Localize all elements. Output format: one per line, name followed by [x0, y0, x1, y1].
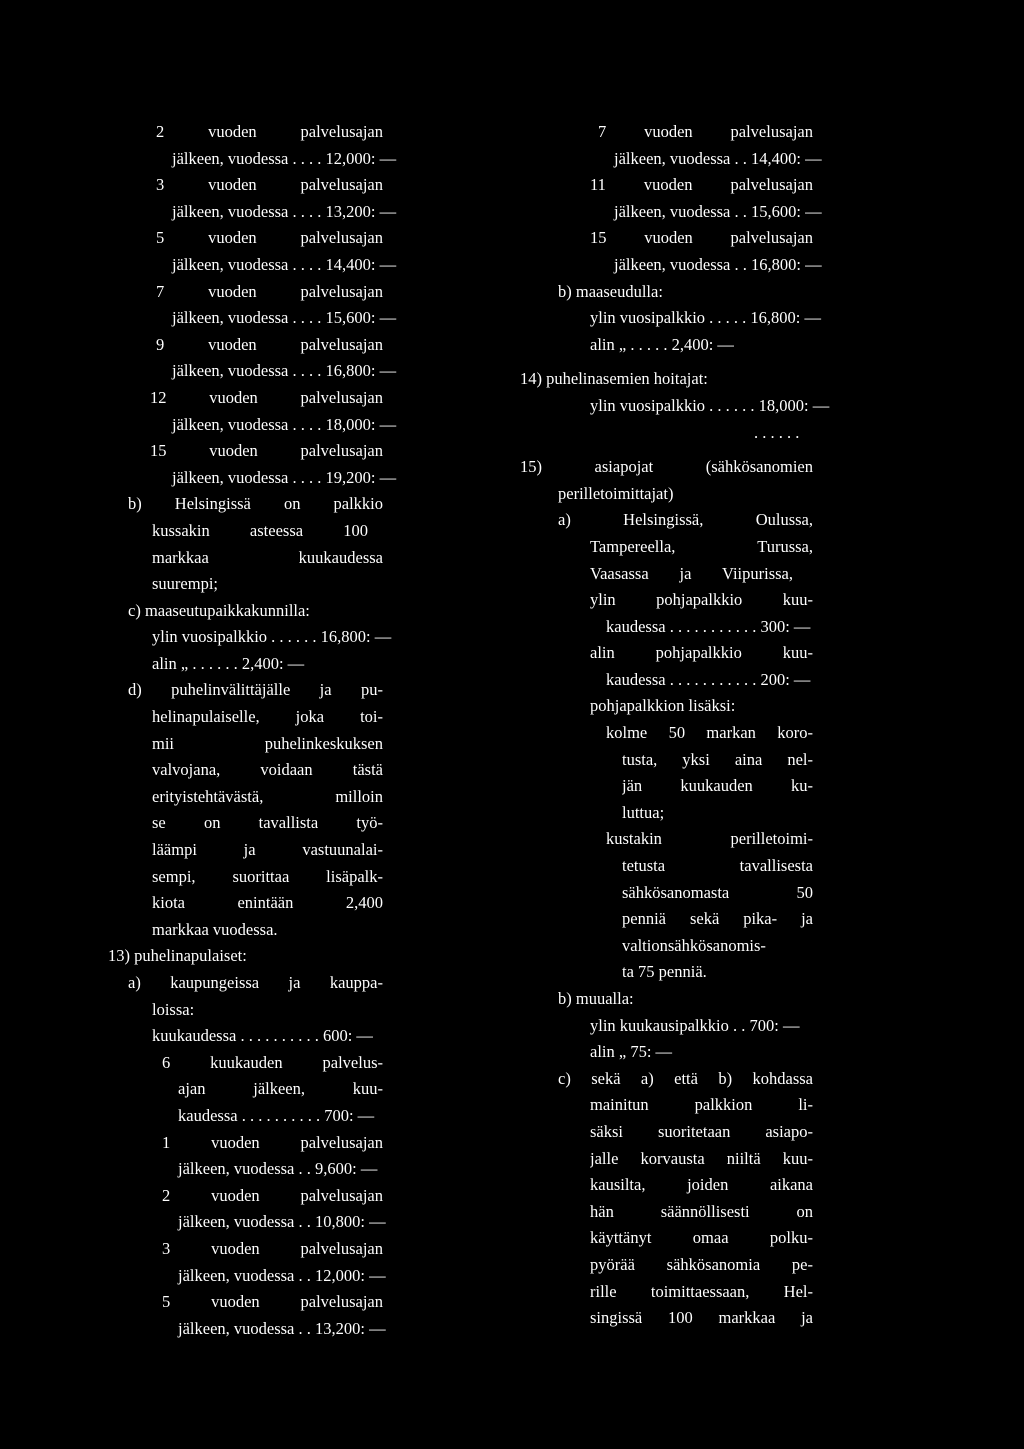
text-line [108, 810, 476, 837]
line-text: jälkeen, vuodessa . . . . 19,200: — [172, 467, 397, 487]
text-line [520, 366, 876, 393]
line-text: b) maaseudulla: [558, 281, 663, 301]
line-text: perilletoimittajat) [558, 483, 674, 503]
line-text: jän kuukauden ku- [622, 776, 813, 796]
text-line [520, 172, 876, 199]
line-text: b) Helsingissä on palkkio [128, 494, 383, 514]
line-text: 5 vuoden palvelusajan [162, 1292, 383, 1312]
text-line [108, 1183, 476, 1210]
text-line [520, 454, 876, 481]
line-text: ta 75 penniä. [622, 962, 707, 982]
line-text: tusta, yksi aina nel- [622, 749, 813, 769]
line-text: se on tavallista työ- [152, 813, 383, 833]
line-text: a) Helsingissä, Oulussa, [558, 510, 813, 530]
text-line [520, 199, 876, 226]
text-line [520, 146, 876, 173]
line-text: rille toimittaessaan, Hel- [590, 1281, 813, 1301]
text-line [520, 534, 876, 561]
text-line [108, 864, 476, 891]
text-line [520, 1013, 876, 1040]
line-text: luttua; [622, 802, 665, 822]
text-line [520, 1305, 876, 1332]
line-text: 3 vuoden palvelusajan [156, 175, 383, 195]
line-text: a) kaupungeissa ja kauppa- [128, 973, 383, 992]
text-line [108, 545, 476, 572]
line-text: ylin pohjapalkkio kuu- [590, 590, 813, 610]
text-line [520, 986, 876, 1013]
text-line [520, 800, 876, 827]
line-text: d) puhelinvälittäjälle ja pu- [128, 680, 383, 700]
text-line [108, 837, 476, 864]
text-line [108, 332, 476, 359]
text-line [108, 1289, 476, 1316]
line-text: jälkeen, vuodessa . . 13,200: — [178, 1318, 386, 1338]
line-text: ylin vuosipalkkio . . . . . . 18,000: — [590, 395, 830, 415]
text-line [520, 1172, 876, 1199]
line-text: helinapulaiselle, joka toi- [152, 707, 383, 727]
line-text: Vaasassa ja Viipurissa, [590, 563, 793, 583]
text-line [520, 1279, 876, 1306]
text-line [520, 773, 876, 800]
text-line [520, 720, 876, 747]
line-text: ylin kuukausipalkkio . . 700: — [590, 1015, 800, 1035]
line-text: jälkeen, vuodessa . . 12,000: — [178, 1265, 386, 1285]
text-line [108, 890, 476, 917]
line-text: kussakin asteessa 100 [152, 520, 368, 540]
text-line [108, 970, 476, 997]
text-line [108, 704, 476, 731]
text-line [520, 507, 876, 534]
line-text: ajan jälkeen, kuu- [178, 1079, 383, 1099]
line-text: mainitun palkkion li- [590, 1095, 813, 1115]
line-text: Tampereella, Turussa, [590, 536, 813, 556]
line-text: alin „ . . . . . . 2,400: — [152, 653, 305, 673]
line-text: 12 vuoden palvelusajan [150, 387, 383, 407]
text-line [108, 385, 476, 412]
text-line [108, 438, 476, 465]
text-line [520, 880, 876, 907]
text-line [108, 651, 476, 678]
text-line [520, 1039, 876, 1066]
text-line [520, 1146, 876, 1173]
text-line [108, 624, 476, 651]
text-line [108, 358, 476, 385]
text-line [108, 1236, 476, 1263]
text-line [108, 1023, 476, 1050]
line-text: markkaa vuodessa. [152, 919, 278, 939]
text-line [108, 598, 476, 625]
line-text: pyörää sähkösanomia pe- [590, 1254, 813, 1274]
text-line [108, 465, 476, 492]
line-text: läämpi ja vastuunalai- [152, 840, 383, 860]
text-line [520, 1092, 876, 1119]
line-text: jälkeen, vuodessa . . . . 12,000: — [172, 148, 397, 168]
text-line [108, 225, 476, 252]
text-line [520, 1225, 876, 1252]
line-text: 9 vuoden palvelusajan [156, 334, 383, 354]
line-text: 3 vuoden palvelusajan [162, 1238, 383, 1258]
text-line [520, 332, 876, 359]
line-text: kuukaudessa . . . . . . . . . . 600: — [152, 1026, 373, 1046]
line-text: c) sekä a) että b) kohdassa [558, 1068, 813, 1088]
line-text: käyttänyt omaa polku- [590, 1228, 813, 1248]
text-line [520, 906, 876, 933]
line-text: 2 vuoden palvelusajan [162, 1185, 383, 1205]
text-line [520, 1252, 876, 1279]
line-text: jälkeen, vuodessa . . . . 15,600: — [172, 308, 397, 328]
text-line [520, 667, 876, 694]
text-line [520, 225, 876, 252]
text-line [108, 518, 476, 545]
line-text: loissa: [152, 999, 195, 1019]
line-text: jalle korvausta niiltä kuu- [590, 1148, 813, 1168]
line-text: mii puhelinkeskuksen [152, 733, 383, 753]
line-text: ylin vuosipalkkio . . . . . . 16,800: — [152, 627, 392, 647]
line-text: 15 vuoden palvelusajan [150, 441, 383, 461]
text-line [108, 1316, 476, 1343]
text-line [108, 1130, 476, 1157]
line-text: alin „ . . . . . 2,400: — [590, 334, 734, 354]
line-text: 7 vuoden palvelusajan [598, 122, 813, 141]
text-line [108, 146, 476, 173]
text-line [108, 1050, 476, 1077]
text-line [520, 481, 876, 508]
text-line [520, 1066, 876, 1093]
text-line [108, 784, 476, 811]
text-line [108, 571, 476, 598]
text-line [520, 561, 876, 588]
text-line [108, 252, 476, 279]
text-line [520, 279, 876, 306]
line-text: 5 vuoden palvelusajan [156, 228, 383, 248]
line-text: jälkeen, vuodessa . . . . 18,000: — [172, 414, 397, 434]
text-line [108, 1156, 476, 1183]
line-text: 7 vuoden palvelusajan [156, 281, 383, 301]
line-text: säksi suoritetaan asiapo- [590, 1121, 813, 1141]
line-text: erityistehtävästä, milloin [152, 786, 383, 806]
line-text: 1 vuoden palvelusajan [162, 1132, 383, 1152]
line-text: kaudessa . . . . . . . . . . . 300: — [606, 616, 811, 636]
line-text: kolme 50 markan koro- [606, 723, 813, 743]
text-line [520, 853, 876, 880]
text-line [520, 305, 876, 332]
line-text: jälkeen, vuodessa . . . . 13,200: — [172, 201, 397, 221]
line-text: . . . . . . [754, 422, 800, 442]
text-line [520, 933, 876, 960]
text-line [520, 1199, 876, 1226]
text-line [520, 826, 876, 853]
line-text: jälkeen, vuodessa . . 10,800: — [178, 1212, 386, 1232]
text-line [520, 252, 876, 279]
text-line [108, 731, 476, 758]
line-text: pohjapalkkion lisäksi: [590, 696, 736, 716]
line-text: alin pohjapalkkio kuu- [590, 643, 813, 663]
line-text: hän säännöllisesti on [590, 1201, 813, 1221]
line-text: markkaa kuukaudessa [152, 547, 383, 567]
line-text: 15 vuoden palvelusajan [590, 228, 813, 248]
text-line [520, 640, 876, 667]
line-text: valtionsähkösanomis- [622, 935, 766, 955]
line-text: kiota enintään 2,400 [152, 893, 383, 913]
text-line [520, 119, 876, 146]
line-text: 2 vuoden palvelusajan [156, 122, 383, 141]
line-text: jälkeen, vuodessa . . 14,400: — [614, 148, 822, 168]
line-text: jälkeen, vuodessa . . . . 14,400: — [172, 254, 397, 274]
text-line [108, 917, 476, 944]
text-line [108, 412, 476, 439]
text-line [108, 677, 476, 704]
text-line [108, 172, 476, 199]
text-line [520, 393, 876, 420]
line-text: suurempi; [152, 574, 218, 594]
left-column [108, 119, 476, 1342]
text-line [108, 757, 476, 784]
line-text: kaudessa . . . . . . . . . . . 200: — [606, 669, 811, 689]
line-text: 11 vuoden palvelusajan [590, 175, 813, 195]
line-text: 15) asiapojat (sähkösanomien [520, 457, 813, 477]
text-line [108, 1263, 476, 1290]
line-text: 14) puhelinasemien hoitajat: [520, 369, 708, 389]
text-line [108, 1103, 476, 1130]
right-column [520, 119, 876, 1332]
line-text: b) muualla: [558, 989, 634, 1008]
line-text: sempi, suorittaa lisäpalk- [152, 866, 383, 886]
text-line [520, 587, 876, 614]
line-text: alin „ 75: — [590, 1042, 673, 1062]
text-line [520, 959, 876, 986]
text-line [108, 997, 476, 1024]
line-text: sähkösanomasta 50 [622, 882, 813, 902]
line-text: tetusta tavallisesta [622, 856, 813, 876]
text-line [108, 305, 476, 332]
line-text: c) maaseutupaikkakunnilla: [128, 600, 310, 620]
text-line [108, 199, 476, 226]
line-text: jälkeen, vuodessa . . 9,600: — [178, 1159, 378, 1179]
line-text: kausilta, joiden aikana [590, 1175, 813, 1195]
text-line [108, 943, 476, 970]
line-text: jälkeen, vuodessa . . 15,600: — [614, 201, 822, 221]
line-text: penniä sekä pika- ja [622, 909, 813, 929]
text-line [108, 491, 476, 518]
line-text: jälkeen, vuodessa . . . . 16,800: — [172, 361, 397, 381]
line-text: kustakin perilletoimi- [606, 829, 813, 849]
line-text: valvojana, voidaan tästä [152, 760, 383, 780]
text-line [520, 420, 876, 447]
line-text: ylin vuosipalkkio . . . . . 16,800: — [590, 308, 821, 328]
text-line [108, 1209, 476, 1236]
text-line [520, 747, 876, 774]
line-text: 13) puhelinapulaiset: [108, 946, 247, 966]
text-line [108, 1076, 476, 1103]
text-line [520, 1119, 876, 1146]
line-text: 6 kuukauden palvelus- [162, 1052, 383, 1072]
line-text: singissä 100 markkaa ja [590, 1308, 813, 1328]
line-text: kaudessa . . . . . . . . . . 700: — [178, 1105, 375, 1125]
text-line [520, 614, 876, 641]
text-line [108, 279, 476, 306]
line-text: jälkeen, vuodessa . . 16,800: — [614, 254, 822, 274]
text-line [108, 119, 476, 146]
text-line [520, 693, 876, 720]
